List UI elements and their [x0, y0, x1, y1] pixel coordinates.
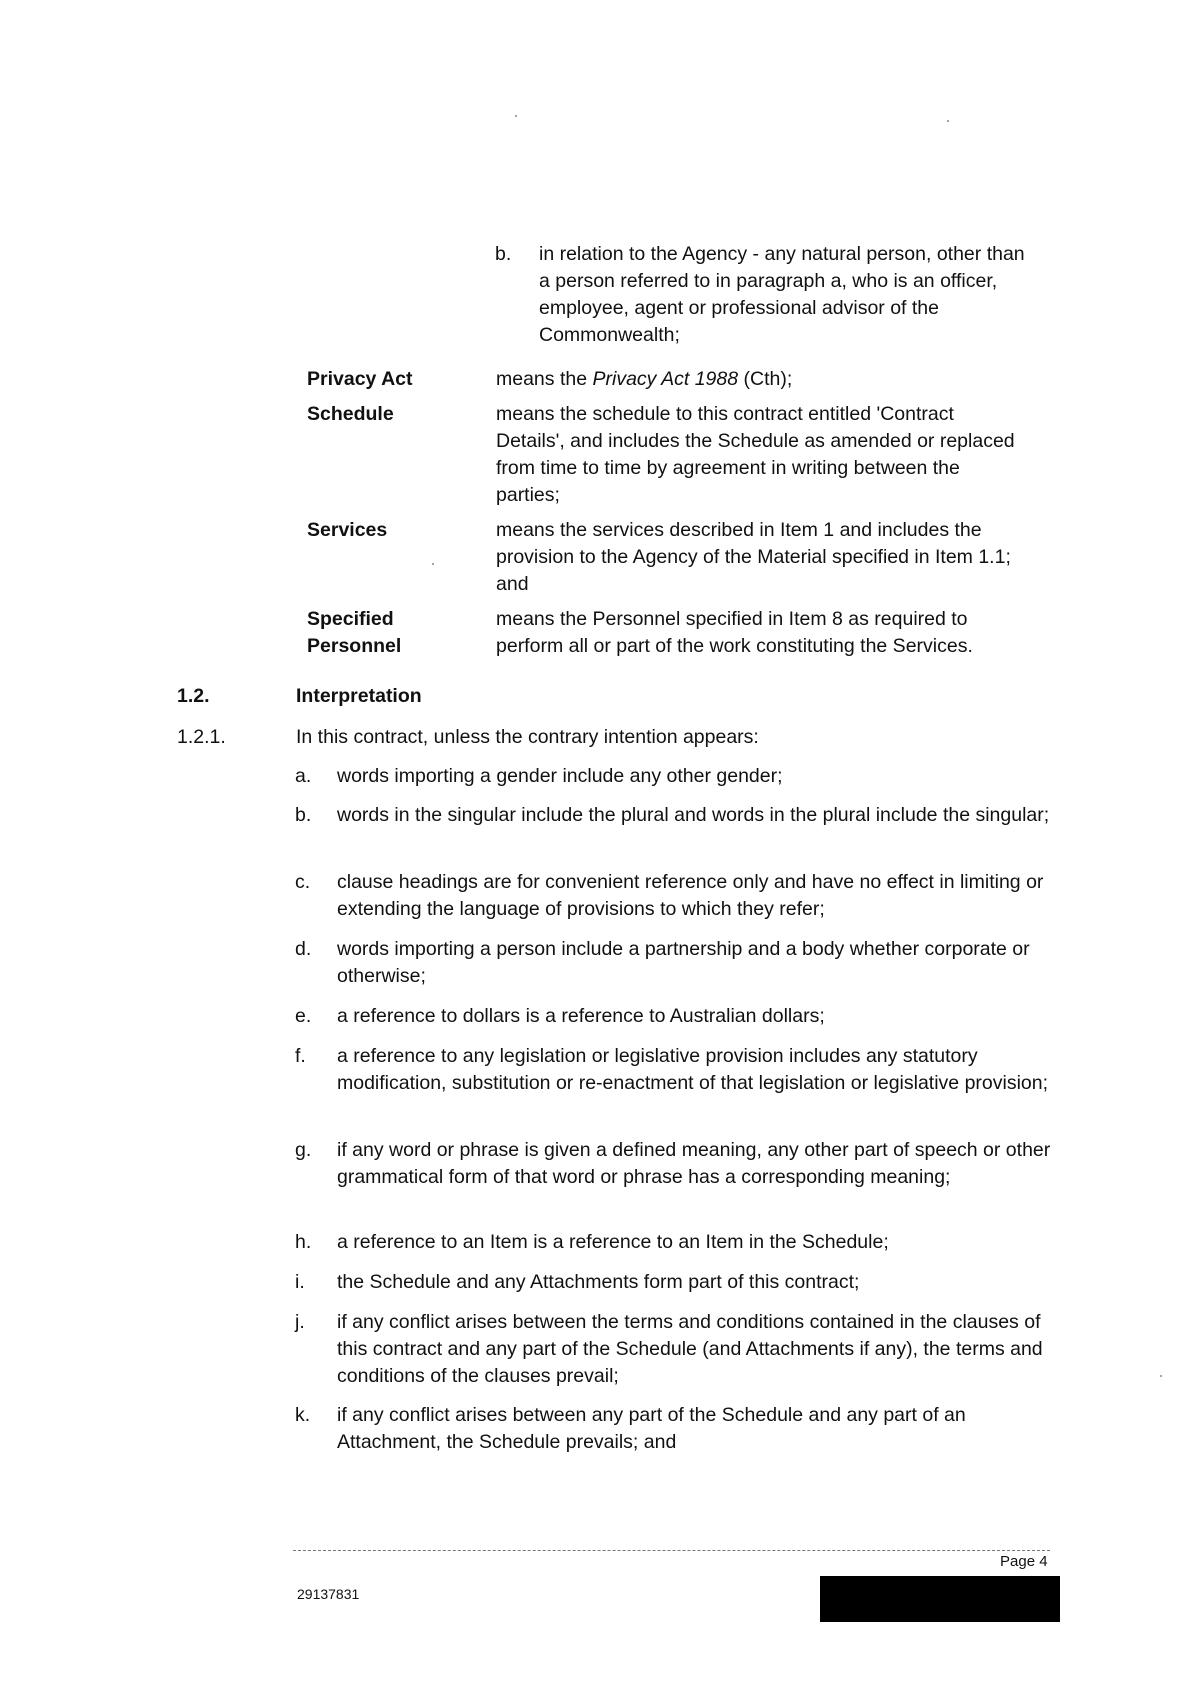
definition-text-services: means the services described in Item 1 and includes the provision to the Agency of the Material specified in Item 1.1; and [496, 519, 1011, 595]
scan-speck [432, 563, 434, 565]
item-letter: a. [295, 765, 312, 787]
item-text: a reference to an Item is a reference to an Item in the Schedule; [337, 1231, 889, 1253]
section-number: 1.2. [177, 685, 210, 707]
definition-text-privacy-act [496, 366, 1056, 393]
definition-term-schedule: Schedule [307, 403, 394, 425]
term-line-2: Personnel [307, 635, 402, 657]
clause-number: 1.2.1. [177, 726, 226, 748]
item-letter: j. [295, 1311, 305, 1333]
definition-text-schedule: means the schedule to this contract entitled 'Contract Details', and includes the Schedule as amended or replaced from time to time by agreement in writing between the parties; [496, 403, 1015, 506]
item-letter: b. [295, 804, 312, 826]
item-text: words importing a gender include any other gender; [337, 765, 783, 787]
document-number: 29137831 [297, 1586, 360, 1602]
item-letter: d. [295, 938, 312, 960]
item-letter: e. [295, 1005, 312, 1027]
term-line-1: Specified [307, 608, 394, 630]
scan-speck [1160, 1375, 1162, 1377]
item-text: words in the singular include the plural and words in the plural include the singular; [337, 804, 1050, 826]
item-letter: i. [295, 1271, 305, 1293]
scan-speck [515, 115, 517, 117]
item-text: clause headings are for convenient reference only and have no effect in limiting or extending the language of provisions to which they refer; [337, 871, 1044, 920]
item-letter: c. [295, 871, 311, 893]
item-letter: k. [295, 1404, 311, 1426]
item-text: if any conflict arises between any part of the Schedule and any part of an Attachment, the Schedule prevails; and [337, 1404, 966, 1453]
item-text: words importing a person include a partnership and a body whether corporate or otherwise; [337, 938, 1030, 987]
definition-text-prefix: means the [496, 368, 593, 390]
definition-text-specified-personnel: means the Personnel specified in Item 8 as required to perform all or part of the work constituting the Services. [496, 608, 973, 657]
item-letter: g. [295, 1139, 312, 1161]
definition-term-specified-personnel [307, 606, 401, 660]
act-title: Privacy Act 1988 [592, 368, 739, 390]
item-text: if any word or phrase is given a defined meaning, any other part of speech or other grammatical form of that word or phrase has a corresponding meaning; [337, 1139, 1051, 1188]
item-text: if any conflict arises between the terms and conditions contained in the clauses of this contract and any part of the Schedule (and Attachments if any), the terms and conditions of the clauses prevail; [337, 1311, 1043, 1387]
subitem-letter: b. [495, 243, 512, 265]
item-text: the Schedule and any Attachments form part of this contract; [337, 1271, 860, 1293]
item-letter: f. [295, 1045, 306, 1067]
clause-intro: In this contract, unless the contrary intention appears: [296, 726, 759, 748]
definition-term-privacy-act: Privacy Act [307, 368, 413, 390]
footer-rule [293, 1550, 1050, 1551]
definition-text-suffix: (Cth); [738, 368, 793, 390]
item-text: a reference to dollars is a reference to Australian dollars; [337, 1005, 825, 1027]
item-text: a reference to any legislation or legislative provision includes any statutory modification, substitution or re-enactment of that legislation or legislative provision; [337, 1045, 1049, 1094]
redaction-block [820, 1576, 1060, 1622]
scan-speck [947, 120, 949, 122]
subitem-text: in relation to the Agency - any natural person, other than a person referred to in paragraph a, who is an officer, employee, agent or professional advisor of the Commonwealth; [539, 243, 1025, 346]
definition-term-services: Services [307, 519, 388, 541]
section-title: Interpretation [296, 685, 422, 707]
page-number: Page 4 [1000, 1553, 1048, 1570]
item-letter: h. [295, 1231, 312, 1253]
